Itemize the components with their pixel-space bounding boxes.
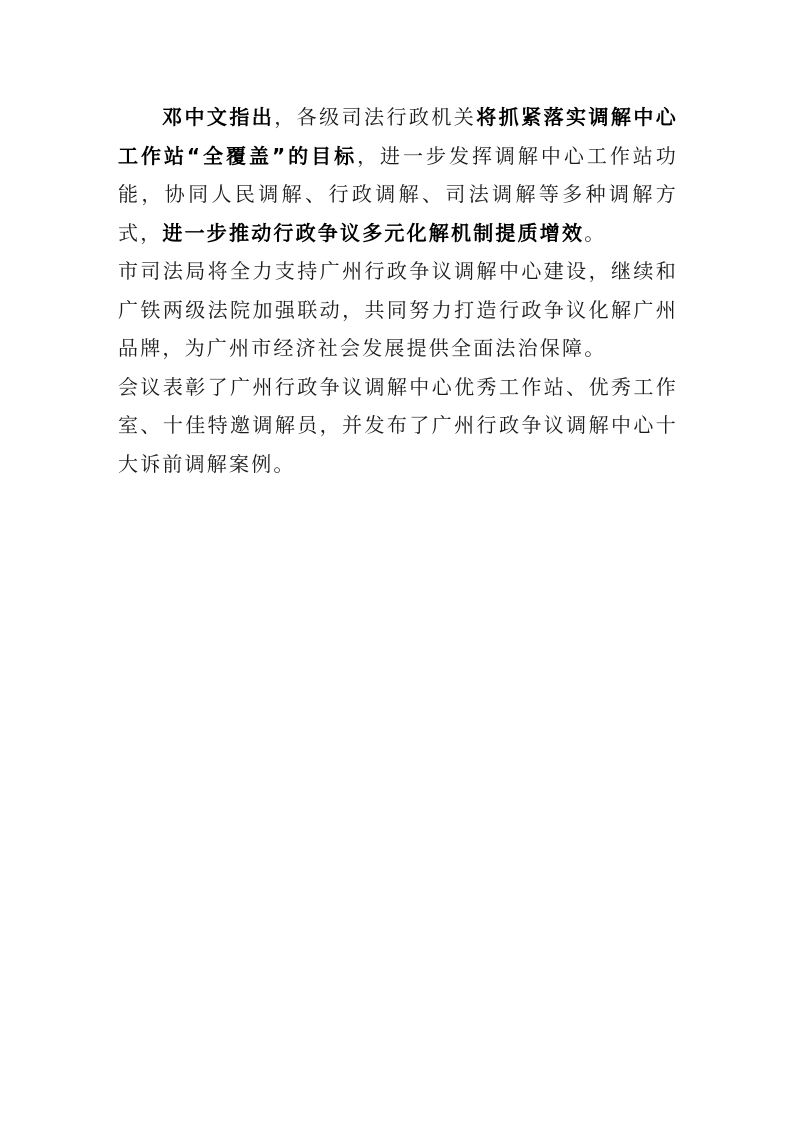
text-segment: 。 bbox=[584, 220, 607, 245]
text-segment: ，进一步发挥调解中心工作站功能，协同人民调解、行政调解、司法调解等多种调解方式， bbox=[118, 143, 678, 245]
highlight-mechanism-goal: 进一步推动行政争议多元化解机制提质增效 bbox=[162, 220, 585, 245]
paragraph-bureau-support bbox=[118, 252, 678, 368]
speaker-name: 邓中文指出 bbox=[162, 105, 275, 129]
text-segment: 市司法局将全力支持广州行政争议调解中心建设，继续和广铁两级法院加强联动，共同努力打造行政争议化解广州品牌，为广州市经济社会发展提供全面法治保障。 bbox=[118, 259, 678, 360]
highlight-coverage-goal: 将抓紧落实调解中心工作站“全覆盖”的目标 bbox=[118, 105, 678, 168]
paragraph-meeting-awards bbox=[118, 368, 678, 484]
paragraph-director-remarks bbox=[118, 98, 678, 252]
body-text bbox=[118, 98, 678, 483]
text-segment: ，各级司法行政机关 bbox=[274, 105, 477, 129]
text-segment: 会议表彰了广州行政争议调解中心优秀工作站、优秀工作室、十佳特邀调解员，并发布了广州行政争议调解中心十大诉前调解案例。 bbox=[118, 374, 678, 476]
